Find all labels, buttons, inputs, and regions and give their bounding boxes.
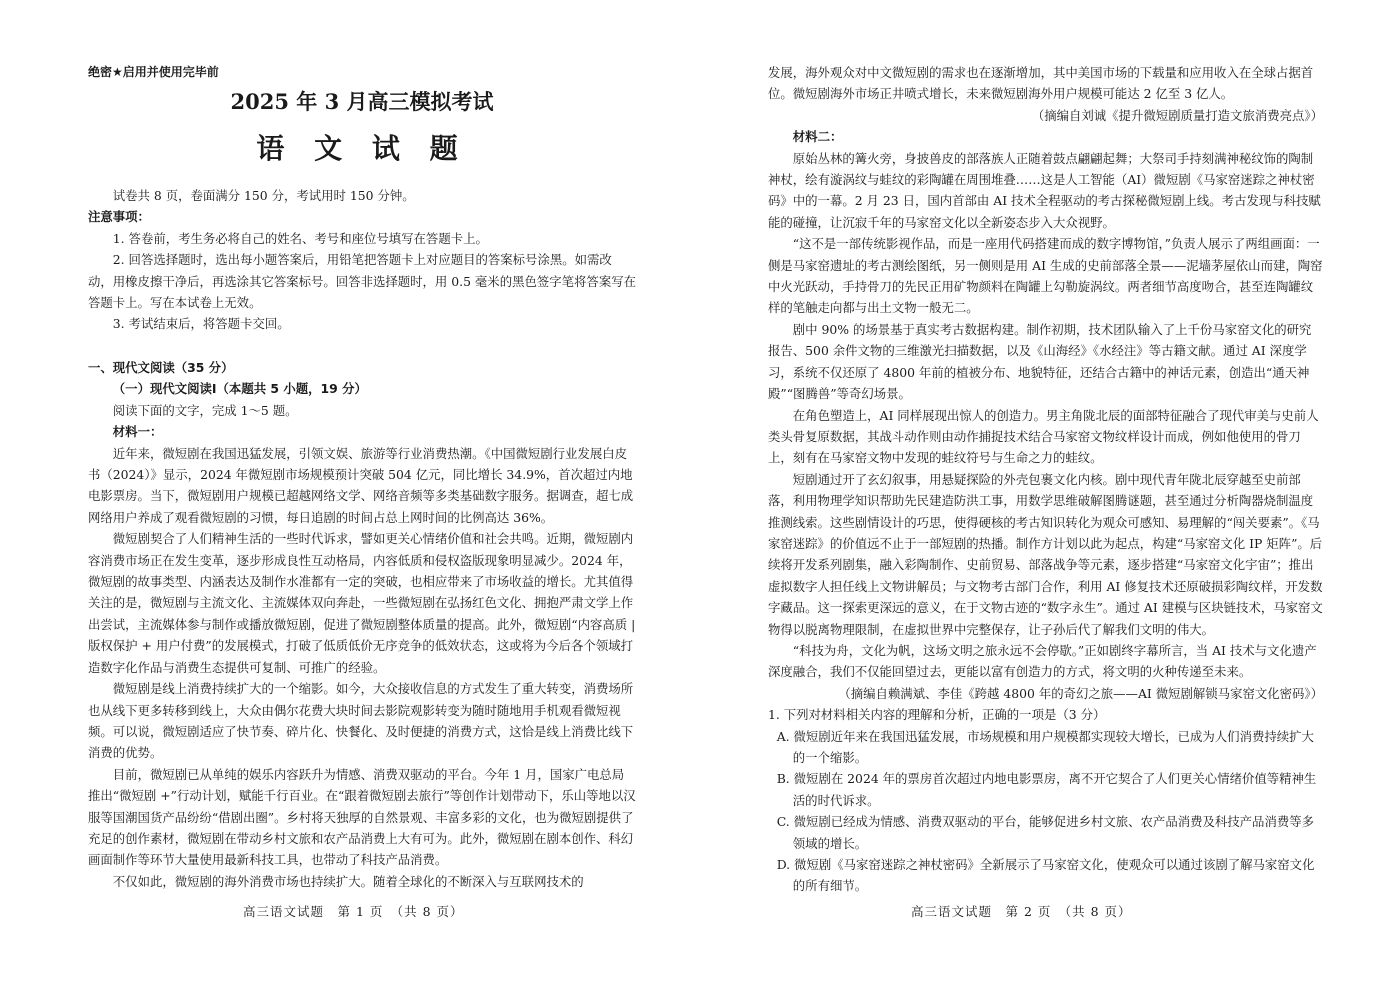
material-1-heading: 材料一：	[112, 424, 163, 440]
subject-title: 语 文 试 题	[256, 132, 468, 165]
material-paragraph: 微短剧契合了人们精神生活的一些时代诉求，譬如更关心情绪价值和社会共鸣。近期，微短剧内容消费市场正在发生变革，逐步形成良性互动格局，内容低质和侵权盗版现象明显减少。2024 年，微短剧的故事类型、内涵表达及制作水准都有一定的突破，也相应带来了市场收益的增长。尤其值得关注的是，微短剧与主流文化、主流媒体双向奔赴，一些微短剧在弘扬红色文化、拥抱严肃文学上作出尝试，主流媒体参与制作或播放微短剧，促进了微短剧整体质量的提高。此外，微短剧“内容高质 | 版权保护 + 用户付费”的发展模式，打破了低质低价无序竞争的低效状态，这或将为今后各个领域打造数字化作品与消费生态提供可复制、可推广的经验。	[88, 531, 636, 675]
material-continuation	[768, 62, 1323, 897]
answer-option-d: D. 微短剧《马家窑迷踪之神杖密码》全新展示了马家窑文化，使观众可以通过该剧了解马家窑文化的所有细节。	[776, 857, 1315, 894]
material-paragraph: 近年来，微短剧在我国迅猛发展，引领文娱、旅游等行业消费热潮。《中国微短剧行业发展白皮书（2024）》显示，2024 年微短剧市场规模预计突破 504 亿元，同比增长 34.9%，首次超过内地电影票房。当下，微短剧用户规模已超越网络文学、网络音频等多类基础数字服务。据调查，超七成网络用户养成了观看微短剧的习惯，每日追剧的时间占总上网时间的比例高达 36%。	[88, 445, 634, 525]
page-footer: 高三语文试题 第 1 页 （共 8 页）	[243, 904, 464, 919]
source-citation: （摘编自刘诚《提升微短剧质量打造文旅消费亮点》）	[1031, 107, 1323, 123]
exam-intro: 试卷共 8 页，卷面满分 150 分，考试用时 150 分钟。	[112, 188, 415, 203]
material-paragraph: 发展，海外观众对中文微短剧的需求也在逐渐增加，其中美国市场的下载量和应用收入在全球占据首位。微短剧海外市场正井喷式增长，未来微短剧海外用户规模可能达 2 亿至 3 亿人。	[768, 65, 1314, 102]
material-paragraph: “科技为舟，文化为帆，这场文明之旅永远不会停歇。”正如剧终字幕所言，当 AI 技术与文化遗产深度融合，我们不仅能回望过去，更能以富有创造力的方式，将文明的火种传递至未来。	[768, 642, 1317, 680]
question-1: 1. 下列对材料相关内容的理解和分析，正确的一项是（3 分）	[768, 707, 1106, 723]
material-paragraph: 微短剧是线上消费持续扩大的一个缩影。如今，大众接收信息的方式发生了重大转变，消费场所也从线下更多转移到线上，大众由偶尔花费大块时间去影院观影转变为随时随地用手机观看微短视频。可以说，微短剧适应了快节奏、碎片化、快餐化、及时便捷的消费方式，这恰是线上消费比线下消费的优势。	[88, 681, 634, 761]
notice-item: 3. 考试结束后，将答题卡交回。	[112, 316, 290, 332]
notice-item: 2. 回答选择题时，选出每小题答案后，用铅笔把答题卡上对应题目的答案标号涂黑。如需改动，用橡皮擦干净后，再选涂其它答案标号。回答非选择题时，用 0.5 毫米的黑色签字笔将答案写在答题卡上。写在本试卷上无效。	[88, 252, 636, 311]
confidential-label: 绝密★启用并使用完毕前	[88, 65, 219, 79]
material-paragraph: “这不是一部传统影视作品，而是一座用代码搭建而成的数字博物馆，”负责人展示了两组画面：一侧是马家窑遗址的考古测绘图纸，另一侧则是用 AI 生成的史前部落全景——泥墙茅屋依山而建，陶窑中火光跃动，手持骨刀的先民正用矿物颜料在陶罐上勾勒旋涡纹。两者细节高度吻合，甚至连陶罐纹样的笔触走向都与出土文物一般无二。	[768, 236, 1323, 316]
notice-item: 1. 答卷前，考生务必将自己的姓名、考号和座位号填写在答题卡上。	[112, 230, 488, 246]
answer-option-b: B. 微短剧在 2024 年的票房首次超过内地电影票房，离不开它契合了人们更关心情绪价值等精神生活的时代诉求。	[776, 771, 1317, 808]
material-paragraph: 短剧通过开了玄幻叙事，用悬疑探险的外壳包裹文化内核。剧中现代青年陇北辰穿越至史前部落，利用物理学知识帮助先民建造防洪工事，用数学思维破解图腾谜题，甚至通过分析陶器烧制温度推测线索。这些剧情设计的巧思，使得硬核的考古知识转化为观众可感知、易理解的“闯关要素”。《马家窑迷踪》的价值远不止于一部短剧的热播。制作方计划以此为起点，构建“马家窑文化 IP 矩阵”。后续将开发系列剧集，融入彩陶制作、史前贸易、部落战争等元素，逐步搭建“马家窑文化宇宙”；推出虚拟数字人担任线上文物讲解员；与文物考古部门合作，利用 AI 修复技术还原破损彩陶纹样，开发数字藏品。这一探索更深远的意义，在于文物古迹的“数字永生”。通过 AI 建模与区块链技术，马家窑文物得以脱离物理限制，在虚拟世界中完整保存，让子孙后代了解我们文明的伟大。	[768, 471, 1323, 637]
answer-option-a: A. 微短剧近年来在我国迅猛发展，市场规模和用户规模都实现较大增长，已成为人们消费持续扩大的一个缩影。	[776, 728, 1314, 765]
reading-section	[88, 357, 636, 892]
material-paragraph: 目前，微短剧已从单纯的娱乐内容跃升为情感、消费双驱动的平台。今年 1 月，国家广电总局推出“微短剧 +”行动计划，赋能千行百业。在“跟着微短剧去旅行”等创作计划带动下，乐山等地以汉服等国潮国货产品纷纷“借剧出圈”。乡村将天独厚的自然景观、丰富多彩的文化，也为微短剧提供了充足的创作素材，微短剧在带动乡村文旅和农产品消费上大有可为。此外，微短剧在剧本创作、科幻画面制作等环节大量使用最新科技工具，也带动了科技产品消费。	[88, 766, 636, 868]
section-heading: 一、现代文阅读（35 分）	[88, 360, 234, 375]
answer-option-c: C. 微短剧已经成为情感、消费双驱动的平台，能够促进乡村文旅、农产品消费及科技产品消费等多领域的增长。	[776, 814, 1315, 851]
source-citation: （摘编自赖满斌、李佳《跨越 4800 年的奇幻之旅——AI 微短剧解锁马家窑文化密码》）	[838, 685, 1323, 701]
material-paragraph: 剧中 90% 的场景基于真实考古数据构建。制作初期，技术团队输入了上千份马家窑文化的研究报告、500 余件文物的三维激光扫描数据，以及《山海经》《水经注》等古籍文献。通过 AI 深度学习，系统不仅还原了 4800 年前的植被分布、地貌特征，还结合古籍中的神话元素，创造出“通天神殿”“图腾兽”等奇幻场景。	[768, 321, 1312, 402]
material-paragraph: 不仅如此，微短剧的海外消费市场也持续扩大。随着全球化的不断深入与互联网技术的	[112, 873, 584, 889]
notice-heading: 注意事项：	[88, 209, 150, 225]
material-2-heading: 材料二：	[792, 129, 843, 145]
reading-instruction: 阅读下面的文字，完成 1～5 题。	[112, 402, 298, 418]
subsection-heading: （一）现代文阅读Ⅰ（本题共 5 小题，19 分）	[112, 381, 367, 397]
material-paragraph: 在角色塑造上，AI 同样展现出惊人的创造力。男主角陇北辰的面部特征融合了现代审美与史前人类头骨复原数据，其战斗动作则由动作捕捉技术结合马家窑文物纹样设计而成，例如他使用的骨刀上，刻有在马家窑文物中发现的蛙纹符号与生命之力的蛙纹。	[768, 407, 1319, 466]
page-footer: 高三语文试题 第 2 页 （共 8 页）	[911, 904, 1132, 919]
exam-title: 2025 年 3 月高三模拟考试	[230, 89, 494, 114]
instructions-block	[88, 185, 636, 335]
material-paragraph: 原始丛林的篝火旁，身披兽皮的部落族人正随着鼓点翩翩起舞；大祭司手持刻满神秘纹饰的陶制神杖，绘有漩涡纹与蛙纹的彩陶罐在周围堆叠……这是人工智能（AI）微短剧《马家窑迷踪之神杖密码》中的一幕。2 月 23 日，国内首部由 AI 技术全程驱动的考古探秘微短剧上线。考古发现与科技赋能的碰撞，让沉寂千年的马家窑文化以全新姿态步入大众视野。	[768, 150, 1321, 230]
